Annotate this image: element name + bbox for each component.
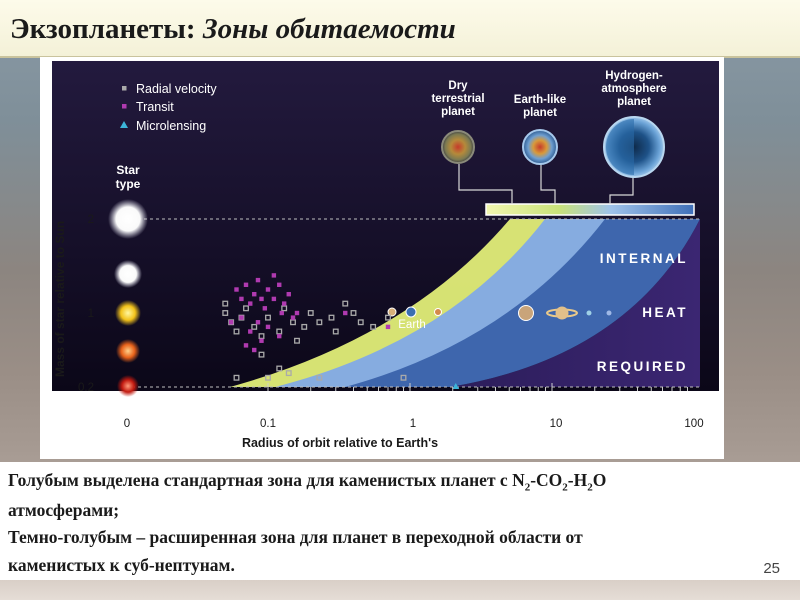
title-bar (0, 0, 800, 58)
legend-marker-radial (122, 86, 127, 91)
dry-planet-icon (442, 131, 474, 163)
caption-block (0, 462, 800, 580)
composition-bar (486, 204, 694, 215)
planet-saturn (556, 307, 569, 320)
point-transit (277, 283, 281, 287)
point-transit (248, 329, 252, 333)
point-transit (343, 311, 347, 315)
legend-marker-transit (122, 104, 127, 109)
star-marker-2 (108, 199, 148, 239)
slide-number: 25 (763, 560, 780, 577)
caption-line-4: каменистых к суб-нептунам. (8, 555, 235, 575)
planet-label-dry-2: terrestrial (431, 93, 485, 105)
point-transit (263, 306, 267, 310)
star-marker-1 (115, 300, 141, 326)
y-tick-label: 2 (87, 214, 94, 226)
habitable-zone-chart (40, 57, 724, 459)
planet-label-earth-2: planet (523, 107, 557, 119)
point-transit (239, 315, 243, 319)
earth-like-planet-icon (523, 130, 557, 164)
region-label-internal: INTERNAL (599, 251, 688, 266)
point-transit (234, 287, 238, 291)
slide-title: Экзопланеты: Зоны обитаемости (10, 13, 456, 45)
planet-label-hyd-2: atmosphere (601, 83, 667, 95)
point-transit (248, 301, 252, 305)
point-transit (272, 273, 276, 277)
point-transit (272, 297, 276, 301)
star-marker-0-2 (117, 375, 139, 397)
caption-line-2: атмосферами; (8, 500, 120, 520)
planet-label-hyd-1: Hydrogen- (605, 70, 663, 82)
bottom-strip (0, 580, 800, 600)
point-transit (386, 325, 390, 329)
figure-frame (40, 57, 724, 459)
point-transit (252, 348, 256, 352)
star-marker-0-5 (116, 339, 140, 363)
planet-jupiter (519, 306, 534, 321)
planet-earth (406, 307, 416, 317)
x-tick-label: 100 (684, 418, 704, 430)
planet-label-dry-1: Dry (448, 80, 468, 92)
point-transit (295, 311, 299, 315)
point-transit (282, 301, 286, 305)
point-transit (277, 334, 281, 338)
planet-neptune (607, 311, 612, 316)
y-tick-label: 0.2 (78, 382, 94, 394)
y-axis-label: Mass of star relative to Sun (53, 220, 67, 378)
planet-uranus (587, 311, 592, 316)
y-tick-label: 1 (87, 308, 94, 320)
earth-label: Earth (398, 319, 426, 331)
point-transit (256, 320, 260, 324)
star-type-label-1: Star (116, 163, 140, 177)
x-tick-label: 0.1 (260, 418, 276, 430)
caption-line-3: Темно-голубым – расширенная зона для планет в переходной области от (8, 527, 583, 547)
planet-label-earth-1: Earth-like (513, 94, 567, 106)
point-transit (244, 343, 248, 347)
point-transit (259, 339, 263, 343)
caption-line-1: Голубым выделена стандартная зона для каменистых планет с $N_2-CO_2-H_2O$ (8, 470, 607, 494)
x-tick-label: 10 (549, 418, 563, 430)
star-marker-1-5 (114, 260, 142, 288)
point-transit (266, 325, 270, 329)
x-axis-label: Radius of orbit relative to Earth's (241, 436, 439, 450)
point-transit (259, 297, 263, 301)
planet-label-dry-3: planet (441, 106, 475, 118)
planet-mars (435, 309, 442, 316)
legend-label-microlensing: Microlensing (136, 119, 207, 133)
point-transit (252, 292, 256, 296)
x-tick-label: 1 (409, 418, 417, 430)
x-tick-label: 0 (123, 418, 131, 430)
region-label-required: REQUIRED (596, 359, 688, 374)
region-label-heat: HEAT (642, 305, 688, 320)
point-transit (291, 315, 295, 319)
planet-label-hyd-3: planet (617, 96, 651, 108)
point-transit (256, 278, 260, 282)
point-transit (244, 283, 248, 287)
point-transit (229, 320, 233, 324)
point-transit (287, 292, 291, 296)
point-transit (280, 311, 284, 315)
legend-label-transit: Transit (136, 100, 174, 114)
legend-label-radial: Radial velocity (136, 82, 217, 96)
point-transit (266, 287, 270, 291)
point-transit (239, 297, 243, 301)
star-type-label-2: type (115, 177, 141, 191)
